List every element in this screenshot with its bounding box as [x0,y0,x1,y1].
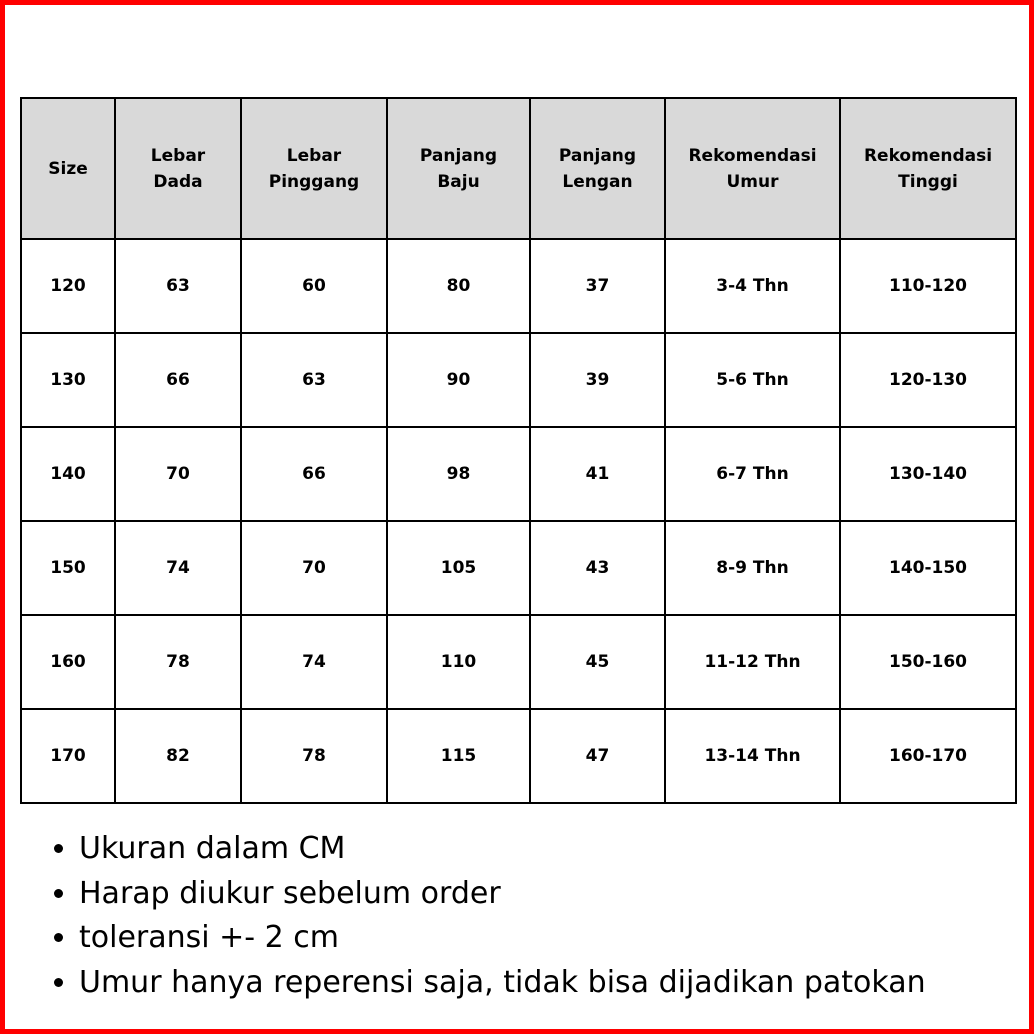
header-size [21,98,115,239]
header-line-1: Lebar [150,145,206,166]
cell-panjang-lengan: 37 [530,239,665,333]
header-line-2: Umur [726,171,779,192]
header-line-2: Lengan [562,171,633,192]
header-line-2: Pinggang [268,171,360,192]
cell-panjang-baju: 105 [387,521,530,615]
cell-rekomendasi-umur: 3-4 Thn [665,239,840,333]
list-item: • Umur hanya reperensi saja, tidak bisa dijadikan patokan [79,961,926,1006]
cell-panjang-lengan: 39 [530,333,665,427]
table-row [21,333,1016,427]
table-header [21,98,1016,239]
cell-lebar-dada: 74 [115,521,241,615]
cell-panjang-baju: 115 [387,709,530,803]
cell-size: 130 [21,333,115,427]
cell-rekomendasi-umur: 13-14 Thn [665,709,840,803]
cell-lebar-pinggang: 78 [241,709,387,803]
header-size-label: Size [48,158,88,179]
cell-rekomendasi-umur: 11-12 Thn [665,615,840,709]
cell-size: 140 [21,427,115,521]
table-row [21,239,1016,333]
table-row [21,709,1016,803]
cell-panjang-baju: 98 [387,427,530,521]
header-line-1: Panjang [419,145,498,166]
table-row [21,521,1016,615]
cell-lebar-pinggang: 63 [241,333,387,427]
cell-size: 160 [21,615,115,709]
table-body [21,239,1016,803]
cell-panjang-baju: 90 [387,333,530,427]
cell-lebar-dada: 70 [115,427,241,521]
header-line-2: Baju [437,171,480,192]
header-line-1: Rekomendasi [688,145,817,166]
cell-rekomendasi-tinggi: 140-150 [840,521,1016,615]
cell-rekomendasi-umur: 6-7 Thn [665,427,840,521]
cell-size: 150 [21,521,115,615]
notes-list [47,827,926,1005]
header-line-1: Rekomendasi [863,145,993,166]
header-line-1: Lebar [286,145,342,166]
header-panjang-baju [387,98,530,239]
table-row [21,427,1016,521]
cell-panjang-lengan: 41 [530,427,665,521]
header-line-1: Panjang [558,145,637,166]
header-row [21,98,1016,239]
cell-size: 170 [21,709,115,803]
header-rekomendasi-umur [665,98,840,239]
cell-lebar-dada: 78 [115,615,241,709]
cell-panjang-baju: 80 [387,239,530,333]
cell-lebar-pinggang: 74 [241,615,387,709]
cell-rekomendasi-umur: 8-9 Thn [665,521,840,615]
header-lebar-pinggang [241,98,387,239]
cell-lebar-pinggang: 60 [241,239,387,333]
cell-rekomendasi-umur: 5-6 Thn [665,333,840,427]
header-lebar-dada [115,98,241,239]
cell-panjang-lengan: 47 [530,709,665,803]
cell-rekomendasi-tinggi: 160-170 [840,709,1016,803]
cell-size: 120 [21,239,115,333]
cell-panjang-baju: 110 [387,615,530,709]
cell-rekomendasi-tinggi: 150-160 [840,615,1016,709]
cell-panjang-lengan: 45 [530,615,665,709]
cell-rekomendasi-tinggi: 130-140 [840,427,1016,521]
cell-lebar-pinggang: 66 [241,427,387,521]
table-row [21,615,1016,709]
header-panjang-lengan [530,98,665,239]
cell-lebar-pinggang: 70 [241,521,387,615]
list-item: • toleransi +- 2 cm [79,916,926,961]
header-line-2: Tinggi [898,171,958,192]
cell-lebar-dada: 82 [115,709,241,803]
header-line-2: Dada [153,171,203,192]
list-item: • Harap diukur sebelum order [79,872,926,917]
cell-panjang-lengan: 43 [530,521,665,615]
header-rekomendasi-tinggi [840,98,1016,239]
cell-rekomendasi-tinggi: 120-130 [840,333,1016,427]
size-chart-table [20,97,1017,804]
cell-rekomendasi-tinggi: 110-120 [840,239,1016,333]
cell-lebar-dada: 66 [115,333,241,427]
cell-lebar-dada: 63 [115,239,241,333]
list-item: • Ukuran dalam CM [79,827,926,872]
